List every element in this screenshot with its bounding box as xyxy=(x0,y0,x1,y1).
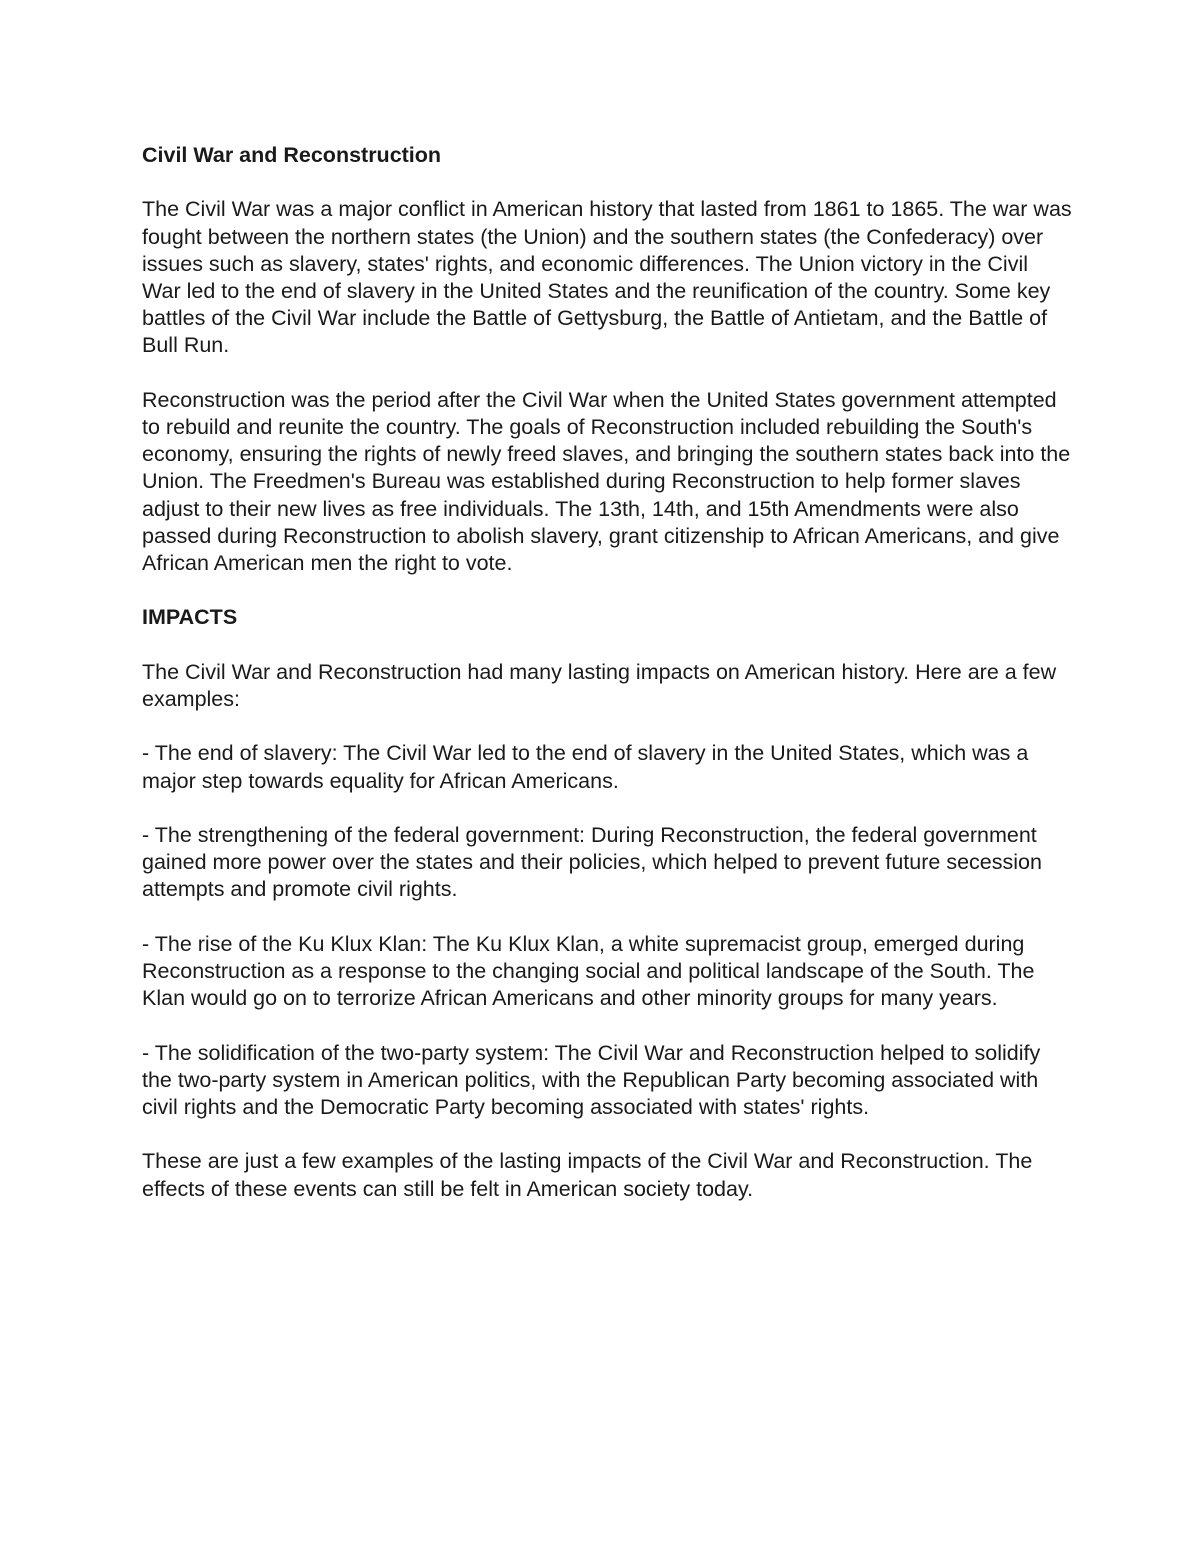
impact-item-ku-klux-klan: - The rise of the Ku Klux Klan: The Ku Klux Klan, a white supremacist group, emerged during Reconstruction as a response to the changing social and political landscape of the South. The Klan would go on to terrorize African Americans and other minority groups for many years. xyxy=(142,931,1035,1011)
impact-item-federal-government: - The strengthening of the federal government: During Reconstruction, the federal government gained more power over the states and their policies, which helped to prevent future secession attempts and promote civil rights. xyxy=(142,822,1042,902)
impact-item-end-of-slavery: - The end of slavery: The Civil War led to the end of slavery in the United States, which was a major step towards equality for African Americans. xyxy=(142,741,1029,793)
impacts-intro: The Civil War and Reconstruction had many lasting impacts on American history. Here are a few examples: xyxy=(142,659,1057,711)
intro-paragraph: The Civil War was a major conflict in American history that lasted from 1861 to 1865. The war was fought between the northern states (the Union) and the southern states (the Confederacy) over issues such as slavery, states' rights, and economic differences. The Union victory in the Civil War led to the end of slavery in the United States and the reunification of the country. Some key battles of the Civil War include the Battle of Gettysburg, the Battle of Antietam, and the Battle of Bull Run. xyxy=(142,197,1072,358)
reconstruction-paragraph: Reconstruction was the period after the Civil War when the United States government attempted to rebuild and reunite the country. The goals of Reconstruction included rebuilding the South's economy, ensuring the rights of newly freed slaves, and bringing the southern states back into the Union. The Freedmen's Bureau was established during Reconstruction to help former slaves adjust to their new lives as free individuals. The 13th, 14th, and 15th Amendments were also passed during Reconstruction to abolish slavery, grant citizenship to African Americans, and give African American men the right to vote. xyxy=(142,387,1071,576)
document-title: Civil War and Reconstruction xyxy=(142,143,442,167)
impact-item-two-party-system: - The solidification of the two-party system: The Civil War and Reconstruction helped to solidify the two-party system in American politics, with the Republican Party becoming associated with civil rights and the Democratic Party becoming associated with states' rights. xyxy=(142,1040,1041,1119)
document-page xyxy=(142,142,1072,1230)
conclusion-paragraph: These are just a few examples of the lasting impacts of the Civil War and Reconstruction. The effects of these events can still be felt in American society today. xyxy=(142,1149,1033,1201)
impacts-heading: IMPACTS xyxy=(142,605,238,630)
